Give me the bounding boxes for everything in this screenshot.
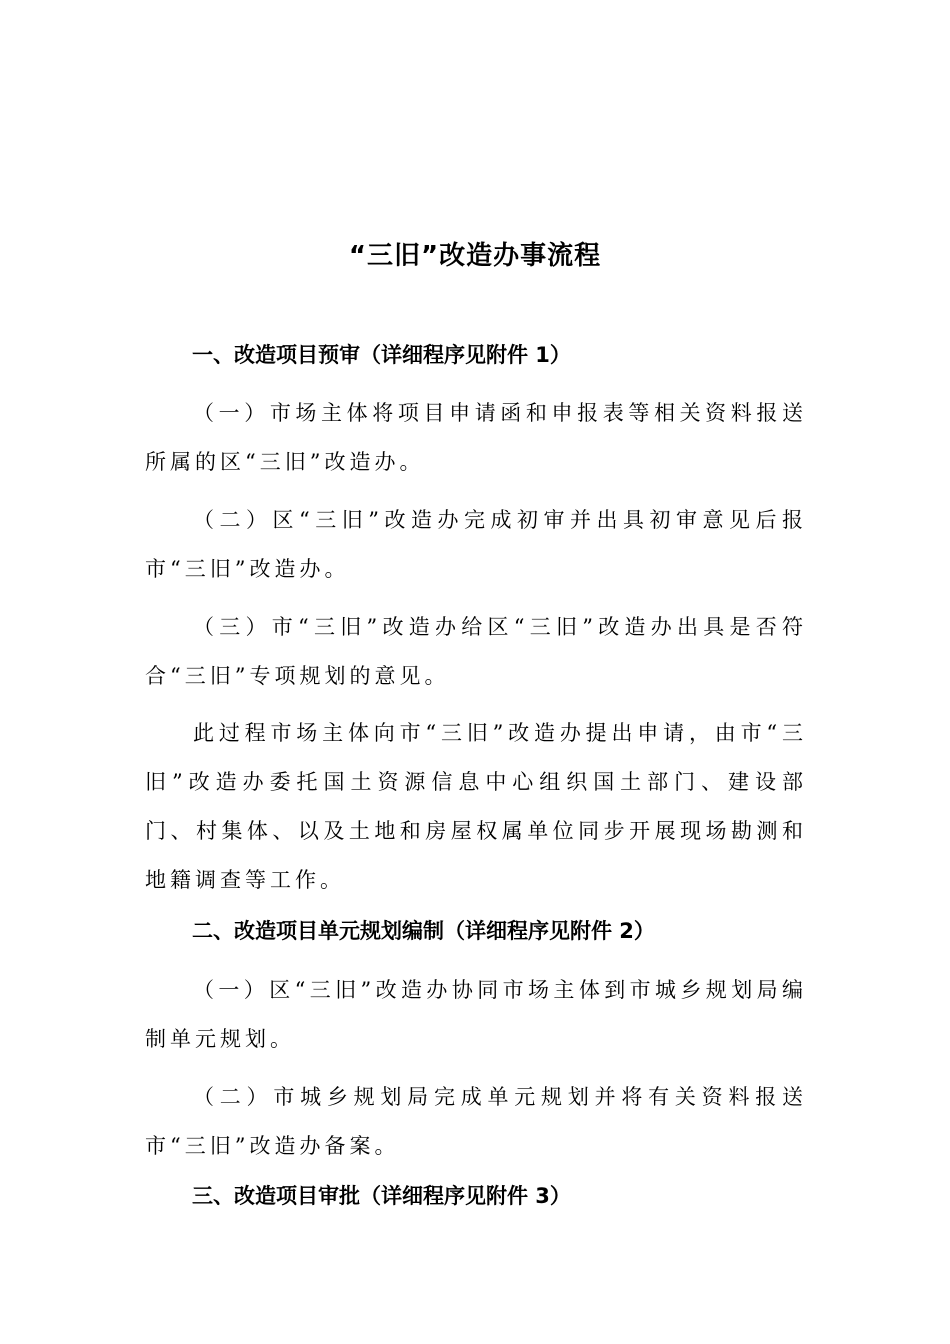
paragraph: 此过程市场主体向市“三旧”改造办提出申请，由市“三旧”改造办委托国土资源信息中心组织国土部门、建设部门、村集体、以及土地和房屋权属单位同步开展现场勘测和地籍调查等工作。 — [145, 721, 807, 892]
paragraph: （一）区“三旧”改造办协同市场主体到市城乡规划局编制单元规划。 — [145, 978, 807, 1051]
document-title: “三旧”改造办事流程 — [348, 241, 602, 271]
paragraph: （二）市城乡规划局完成单元规划并将有关资料报送市“三旧”改造办备案。 — [145, 1085, 807, 1158]
section-heading-3: 三、改造项目审批（详细程序见附件 3） — [192, 1184, 571, 1208]
section-heading-2: 二、改造项目单元规划编制（详细程序见附件 2） — [192, 919, 655, 943]
paragraph: （二）区“三旧”改造办完成初审并出具初审意见后报市“三旧”改造办。 — [145, 508, 807, 581]
paragraph: （一）市场主体将项目申请函和申报表等相关资料报送所属的区“三旧”改造办。 — [145, 401, 807, 474]
section-heading-1: 一、改造项目预审（详细程序见附件 1） — [192, 343, 571, 367]
paragraph: （三）市“三旧”改造办给区“三旧”改造办出具是否符合“三旧”专项规划的意见。 — [145, 615, 807, 688]
